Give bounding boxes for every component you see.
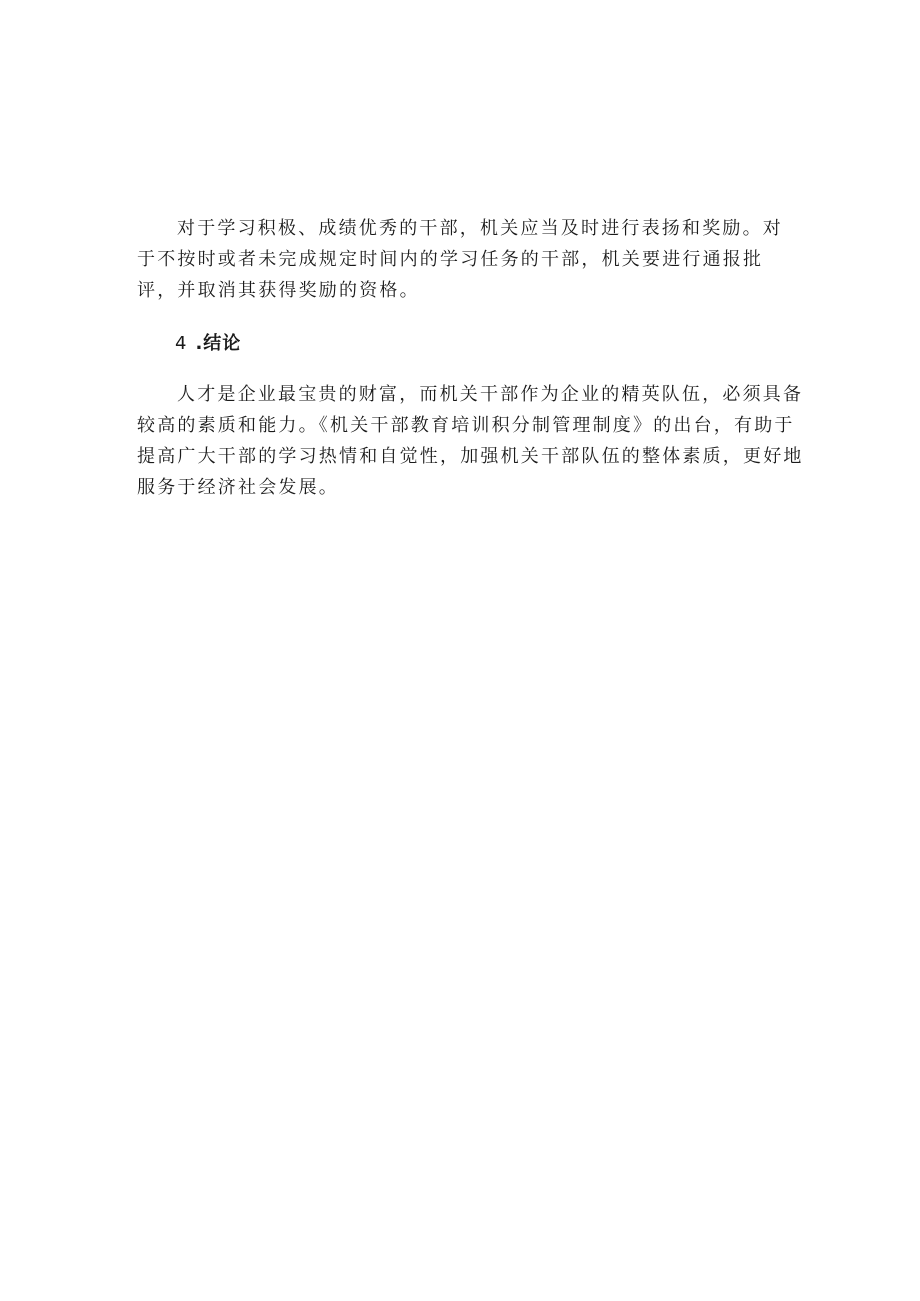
paragraph-conclusion xyxy=(137,379,804,503)
paragraph-line: 对于学习积极、成绩优秀的干部，机关应当及时进行表扬和奖励。对 xyxy=(177,218,783,239)
paragraph-line: 较高的素质和能力。《机关干部教育培训积分制管理制度》的出台，有助于 xyxy=(137,415,795,436)
paragraph-line: 提高广大干部的学习热情和自觉性，加强机关干部队伍的整体素质，更好地 xyxy=(137,446,804,467)
section-number: 4 xyxy=(175,333,188,354)
paragraph-line: 评，并取消其获得奖励的资格。 xyxy=(137,280,420,301)
document-body xyxy=(137,213,804,503)
section-heading xyxy=(137,328,797,359)
section-title: .结论 xyxy=(195,333,242,354)
paragraph-rewards xyxy=(137,213,797,306)
paragraph-line: 于不按时或者未完成规定时间内的学习任务的干部，机关要进行通报批 xyxy=(137,249,764,270)
paragraph-line: 服务于经济社会发展。 xyxy=(137,477,339,498)
paragraph-line: 人才是企业最宝贵的财富，而机关干部作为企业的精英队伍，必须具备 xyxy=(177,384,804,405)
